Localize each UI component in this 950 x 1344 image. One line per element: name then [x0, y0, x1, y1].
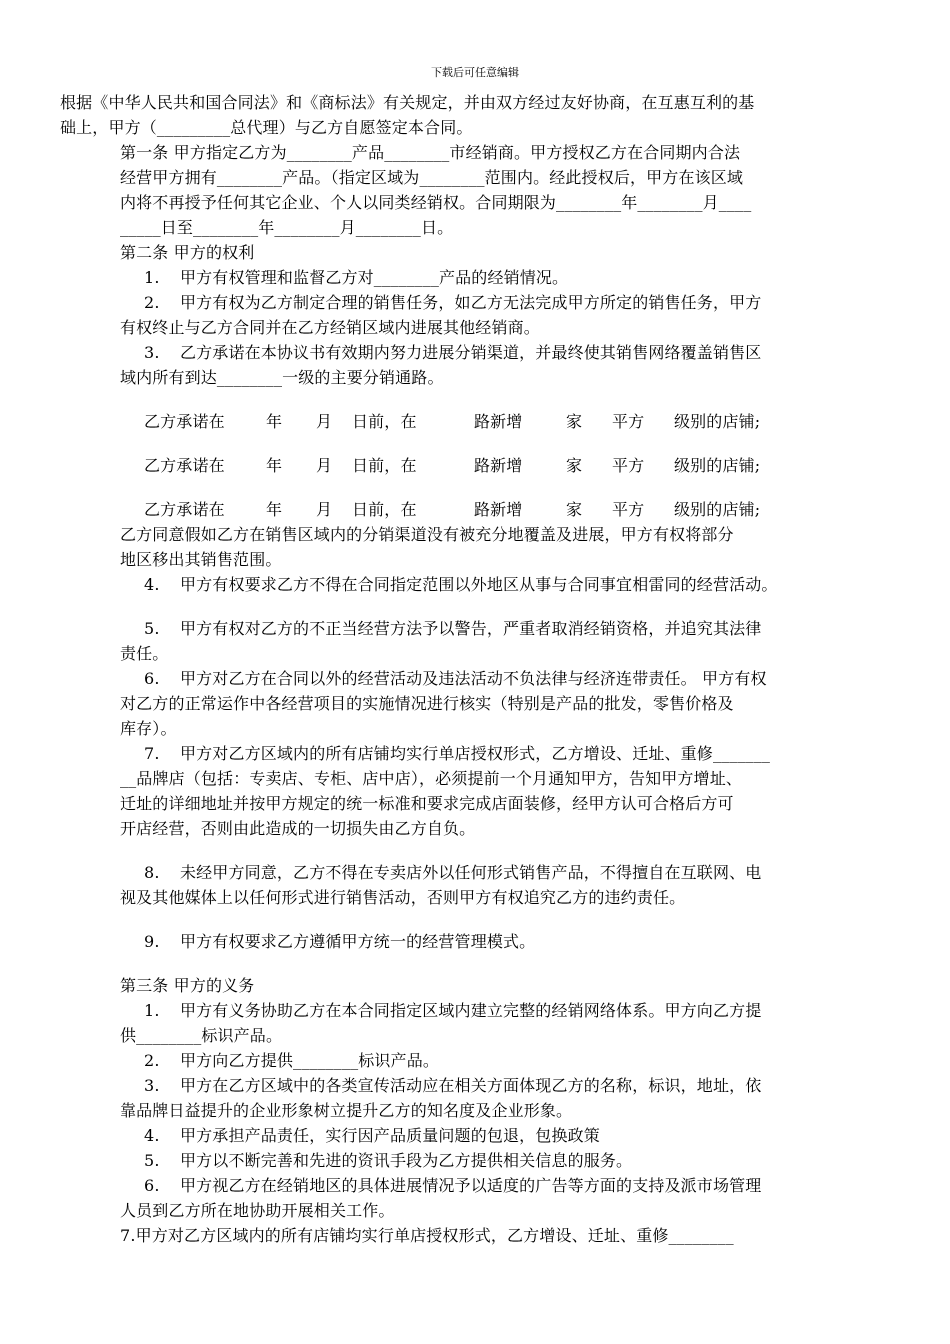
article-1-line: 经营甲方拥有________产品。（指定区域为________范围内。经此授权后，甲方在该区域: [120, 168, 744, 187]
clause-2-2: 2. 甲方有权为乙方制定合理的销售任务，如乙方无法完成甲方所定的销售任务，甲方: [144, 293, 762, 312]
clause-3-2: 2. 甲方向乙方提供________标识产品。: [144, 1051, 440, 1070]
clause-3-1: 1. 甲方有义务协助乙方在本合同指定区域内建立完整的经销网络体系。甲方向乙方提: [144, 1001, 762, 1020]
clause-2-6: 6. 甲方对乙方在合同以外的经营活动及违法活动不负法律与经济连带责任。 甲方有权: [144, 669, 767, 688]
clause-3-3-cont: 靠品牌日益提升的企业形象树立提升乙方的知名度及企业形象。: [120, 1101, 573, 1120]
article-2-title: 第二条 甲方的权利: [120, 243, 255, 262]
clause-2-3: 3. 乙方承诺在本协议书有效期内努力进展分销渠道，并最终使其销售网络覆盖销售区: [144, 343, 762, 362]
clause-3-3: 3. 甲方在乙方区域中的各类宣传活动应在相关方面体现乙方的名称，标识，地址，依: [144, 1076, 762, 1095]
clause-3-7: 7.甲方对乙方区域内的所有店铺均实行单店授权形式，乙方增设、迁址、重修________: [120, 1226, 734, 1245]
clause-2-7-cont: 迁址的详细地址并按甲方规定的统一标准和要求完成店面装修，经甲方认可合格后方可: [120, 794, 734, 813]
clause-2-1: 1. 甲方有权管理和监督乙方对________产品的经销情况。: [144, 268, 569, 287]
clause-3-5: 5. 甲方以不断完善和先进的资讯手段为乙方提供相关信息的服务。: [144, 1151, 633, 1170]
article-1-line: 内将不再授予任何其它企业、个人以同类经销权。合同期限为________年________月____: [120, 193, 752, 212]
article-1-line: _____日至________年________月________日。: [120, 218, 454, 237]
intro-line: 础上，甲方（_________总代理）与乙方自愿签定本合同。: [60, 118, 473, 137]
clause-2-8: 8. 未经甲方同意，乙方不得在专卖店外以任何形式销售产品，不得擅自在互联网、电: [144, 863, 762, 882]
clause-2-2-cont: 有权终止与乙方合同并在乙方经销区域内进展其他经销商。: [120, 318, 540, 337]
clause-2-7: 7. 甲方对乙方区域内的所有店铺均实行单店授权形式，乙方增设、迁址、重修_______: [144, 744, 771, 763]
pledge-row: 乙方承诺在 年 月 日前，在 路新增 家 平方 级别的店铺;: [144, 412, 761, 431]
clause-2-3-tail: 乙方同意假如乙方在销售区域内的分销渠道没有被充分地覆盖及进展，甲方有权将部分: [120, 525, 734, 544]
clause-3-1-cont: 供________标识产品。: [120, 1026, 283, 1045]
clause-2-7-cont: 开店经营，否则由此造成的一切损失由乙方自负。: [120, 819, 476, 838]
intro-line: 根据《中华人民共和国合同法》和《商标法》有关规定，并由双方经过友好协商，在互惠互利的基: [60, 93, 755, 112]
clause-3-4: 4. 甲方承担产品责任，实行因产品质量问题的包退，包换政策: [144, 1126, 600, 1145]
clause-2-6-cont: 库存）。: [120, 719, 177, 738]
clause-2-4: 4. 甲方有权要求乙方不得在合同指定范围以外地区从事与合同事宜相雷同的经营活动。: [144, 575, 778, 594]
article-3-title: 第三条 甲方的义务: [120, 976, 255, 995]
pledge-row: 乙方承诺在 年 月 日前，在 路新增 家 平方 级别的店铺;: [144, 456, 761, 475]
clause-2-5: 5. 甲方有权对乙方的不正当经营方法予以警告，严重者取消经销资格，并追究其法律: [144, 619, 762, 638]
contract-body: [60, 90, 900, 1248]
pledge-row: 乙方承诺在 年 月 日前，在 路新增 家 平方 级别的店铺;: [144, 500, 761, 519]
clause-2-3-tail: 地区移出其销售范围。: [120, 550, 282, 569]
clause-2-6-cont: 对乙方的正常运作中各经营项目的实施情况进行核实（特别是产品的批发，零售价格及: [120, 694, 734, 713]
clause-3-6: 6. 甲方视乙方在经销地区的具体进展情况予以适度的广告等方面的支持及派市场管理: [144, 1176, 762, 1195]
clause-2-3-cont: 域内所有到达________一级的主要分销通路。: [120, 368, 444, 387]
clause-2-5-cont: 责任。: [120, 644, 169, 663]
article-1-line: 第一条 甲方指定乙方为________产品________市经销商。甲方授权乙方在合同期内合法: [120, 143, 741, 162]
clause-2-7-cont: __品牌店（包括：专卖店、专柜、店中店），必须提前一个月通知甲方，告知甲方增址、: [120, 769, 743, 788]
clause-2-9: 9. 甲方有权要求乙方遵循甲方统一的经营管理模式。: [144, 932, 536, 951]
clause-3-6-cont: 人员到乙方所在地协助开展相关工作。: [120, 1201, 395, 1220]
page-header: 下载后可任意编辑: [431, 66, 519, 79]
clause-2-8-cont: 视及其他媒体上以任何形式进行销售活动，否则甲方有权追究乙方的违约责任。: [120, 888, 686, 907]
